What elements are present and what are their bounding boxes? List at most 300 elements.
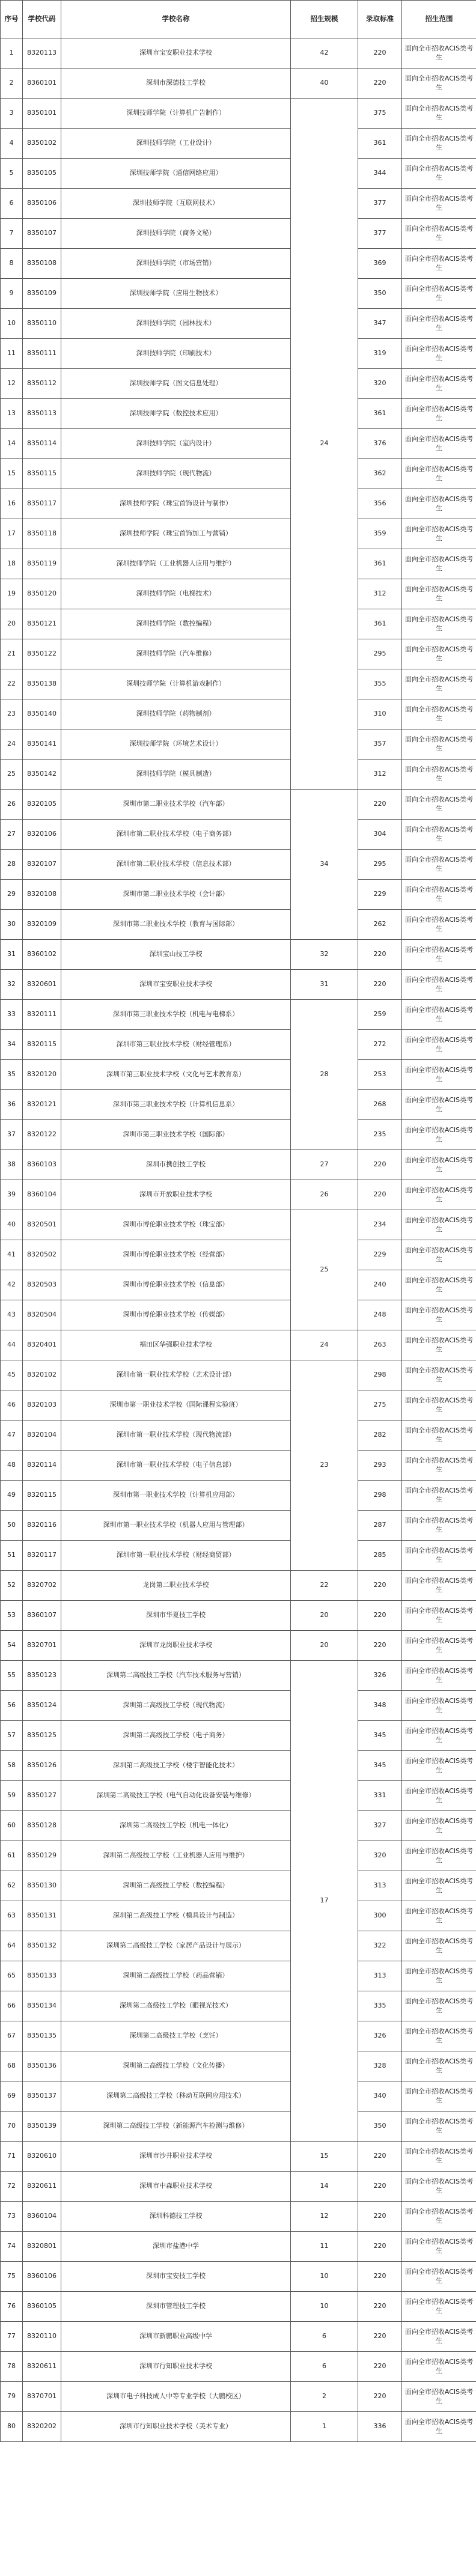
row-seq: 10 [1,309,23,339]
row-code: 8350121 [23,609,61,639]
row-code: 8350120 [23,579,61,609]
row-school-name: 深圳技师学院（室内设计） [61,429,291,459]
row-range: 面向全市招收ACIS类考生 [402,369,476,399]
row-code: 8350102 [23,129,61,159]
row-score: 275 [358,1390,402,1420]
row-seq: 42 [1,1270,23,1300]
row-score: 361 [358,549,402,579]
row-score: 268 [358,1090,402,1120]
table-row [1,459,476,489]
row-code: 8350128 [23,1811,61,1841]
row-school-name: 深圳技师学院（电梯技术） [61,579,291,609]
row-range: 面向全市招收ACIS类考生 [402,69,476,99]
row-range: 面向全市招收ACIS类考生 [402,1240,476,1270]
row-seq: 71 [1,2142,23,2172]
row-plan: 28 [291,1000,358,1150]
row-seq: 55 [1,1661,23,1691]
row-school-name: 深圳第二高级技工学校（电子商务） [61,1721,291,1751]
row-plan: 23 [291,1360,358,1571]
table-row [1,669,476,699]
row-range: 面向全市招收ACIS类考生 [402,2352,476,2382]
row-range: 面向全市招收ACIS类考生 [402,1841,476,1871]
table-row [1,1901,476,1931]
row-school-name: 深圳市中森职业技术学校 [61,2172,291,2202]
row-seq: 33 [1,1000,23,1030]
row-range: 面向全市招收ACIS类考生 [402,669,476,699]
row-score: 293 [358,1451,402,1481]
table-row [1,2142,476,2172]
row-range: 面向全市招收ACIS类考生 [402,1330,476,1360]
table-row [1,1150,476,1180]
row-seq: 37 [1,1120,23,1150]
row-seq: 77 [1,2322,23,2352]
row-code: 8320115 [23,1481,61,1511]
header-score: 录取标准 [358,1,402,38]
row-range: 面向全市招收ACIS类考生 [402,940,476,970]
row-score: 312 [358,760,402,790]
table-body [1,38,476,2442]
row-school-name: 深圳第二高级技工学校（模具设计与制造） [61,1901,291,1931]
row-range: 面向全市招收ACIS类考生 [402,2051,476,2081]
table-row [1,1000,476,1030]
row-code: 8350133 [23,1961,61,1991]
row-school-name: 深圳市博伦职业技术学校（传媒部） [61,1300,291,1330]
row-score: 262 [358,910,402,940]
row-school-name: 深圳第二高级技工学校（现代物流） [61,1691,291,1721]
row-code: 8350126 [23,1751,61,1781]
row-school-name: 深圳技师学院（数控编程） [61,609,291,639]
row-code: 8350139 [23,2112,61,2142]
row-plan: 6 [291,2322,358,2352]
table-row [1,2081,476,2112]
row-plan: 31 [291,970,358,1000]
row-code: 8350131 [23,1901,61,1931]
row-range: 面向全市招收ACIS类考生 [402,1420,476,1451]
table-row [1,2232,476,2262]
row-school-name: 深圳市博伦职业技术学校（经营部） [61,1240,291,1270]
table-row [1,1330,476,1360]
row-plan: 40 [291,69,358,99]
row-school-name: 深圳市新鹏职业高级中学 [61,2322,291,2352]
row-seq: 74 [1,2232,23,2262]
row-score: 377 [358,189,402,219]
row-code: 8360102 [23,940,61,970]
row-seq: 43 [1,1300,23,1330]
table-row [1,38,476,69]
row-score: 235 [358,1120,402,1150]
row-school-name: 深圳技师学院（珠宝首饰加工与营销） [61,519,291,549]
row-range: 面向全市招收ACIS类考生 [402,519,476,549]
row-code: 8350137 [23,2081,61,2112]
row-range: 面向全市招收ACIS类考生 [402,1270,476,1300]
table-row [1,69,476,99]
row-code: 8350125 [23,1721,61,1751]
row-code: 8320801 [23,2232,61,2262]
row-code: 8350136 [23,2051,61,2081]
row-school-name: 深圳技师学院（珠宝首饰设计与制作） [61,489,291,519]
row-school-name: 深圳第二高级技工学校（汽车技术服务与营销） [61,1661,291,1691]
row-school-name: 深圳第二高级技工学校（数控编程） [61,1871,291,1901]
row-score: 355 [358,669,402,699]
row-code: 8350107 [23,219,61,249]
row-seq: 9 [1,279,23,309]
row-range: 面向全市招收ACIS类考生 [402,2232,476,2262]
table-row [1,1210,476,1240]
row-school-name: 深圳市第一职业技术学校（艺术设计部） [61,1360,291,1390]
row-code: 8320504 [23,1300,61,1330]
row-school-name: 深圳市沙井职业技术学校 [61,2142,291,2172]
row-range: 面向全市招收ACIS类考生 [402,2262,476,2292]
row-score: 253 [358,1060,402,1090]
row-score: 375 [358,99,402,129]
row-code: 8360105 [23,2292,61,2322]
row-score: 220 [358,2202,402,2232]
row-score: 319 [358,339,402,369]
row-school-name: 深圳第二高级技工学校（药品营销） [61,1961,291,1991]
row-code: 8320103 [23,1390,61,1420]
row-code: 8320116 [23,1511,61,1541]
row-seq: 60 [1,1811,23,1841]
table-row [1,1420,476,1451]
row-code: 8350111 [23,339,61,369]
row-score: 350 [358,2112,402,2142]
row-code: 8360103 [23,1150,61,1180]
row-code: 8320702 [23,1571,61,1601]
row-code: 8350119 [23,549,61,579]
row-seq: 13 [1,399,23,429]
row-range: 面向全市招收ACIS类考生 [402,1721,476,1751]
row-school-name: 深圳第二高级技工学校（新能源汽车检测与维修） [61,2112,291,2142]
row-seq: 75 [1,2262,23,2292]
row-score: 344 [358,159,402,189]
row-seq: 76 [1,2292,23,2322]
row-code: 8320111 [23,1000,61,1030]
table-row [1,1240,476,1270]
row-score: 220 [358,38,402,69]
table-row [1,699,476,729]
row-score: 336 [358,2412,402,2442]
row-code: 8350129 [23,1841,61,1871]
row-score: 234 [358,1210,402,1240]
row-school-name: 深圳第二高级技工学校（楼宇智能化技术） [61,1751,291,1781]
row-seq: 28 [1,850,23,880]
table-row [1,159,476,189]
row-seq: 38 [1,1150,23,1180]
row-code: 8320113 [23,38,61,69]
row-seq: 3 [1,99,23,129]
row-code: 8350130 [23,1871,61,1901]
row-code: 8320105 [23,790,61,820]
table-row [1,1691,476,1721]
row-seq: 47 [1,1420,23,1451]
row-code: 8320503 [23,1270,61,1300]
table-row [1,249,476,279]
row-seq: 49 [1,1481,23,1511]
row-plan: 20 [291,1631,358,1661]
row-seq: 65 [1,1961,23,1991]
row-seq: 69 [1,2081,23,2112]
table-row [1,1721,476,1751]
row-score: 229 [358,880,402,910]
row-range: 面向全市招收ACIS类考生 [402,880,476,910]
table-row [1,639,476,669]
row-code: 8320121 [23,1090,61,1120]
row-score: 263 [358,1330,402,1360]
row-range: 面向全市招收ACIS类考生 [402,279,476,309]
row-school-name: 深圳技师学院（数控技术应用） [61,399,291,429]
row-code: 8320114 [23,1451,61,1481]
row-score: 220 [358,2382,402,2412]
row-range: 面向全市招收ACIS类考生 [402,1901,476,1931]
table-row [1,1811,476,1841]
row-score: 345 [358,1721,402,1751]
table-row [1,1180,476,1210]
row-range: 面向全市招收ACIS类考生 [402,219,476,249]
row-code: 8350132 [23,1931,61,1961]
row-code: 8350122 [23,639,61,669]
table-row [1,1060,476,1090]
row-school-name: 深圳第二高级技工学校（文化传播） [61,2051,291,2081]
row-school-name: 深圳第二高级技工学校（移动互联网应用技术） [61,2081,291,2112]
row-range: 面向全市招收ACIS类考生 [402,1811,476,1841]
row-plan: 24 [291,99,358,790]
row-seq: 73 [1,2202,23,2232]
row-score: 361 [358,609,402,639]
table-row [1,1090,476,1120]
header-name: 学校名称 [61,1,291,38]
row-range: 面向全市招收ACIS类考生 [402,1961,476,1991]
row-seq: 45 [1,1360,23,1390]
row-school-name: 深圳市开放职业技术学校 [61,1180,291,1210]
row-range: 面向全市招收ACIS类考生 [402,1180,476,1210]
table-row [1,2112,476,2142]
row-code: 8350138 [23,669,61,699]
row-code: 8360104 [23,1180,61,1210]
row-range: 面向全市招收ACIS类考生 [402,159,476,189]
row-school-name: 深圳第二高级技工学校（眼视光技术） [61,1991,291,2021]
row-range: 面向全市招收ACIS类考生 [402,2322,476,2352]
row-score: 377 [358,219,402,249]
row-school-name: 深圳市宝安技工学校 [61,2262,291,2292]
row-seq: 31 [1,940,23,970]
row-seq: 30 [1,910,23,940]
row-school-name: 深圳市宝安职业技术学校 [61,38,291,69]
row-range: 面向全市招收ACIS类考生 [402,1150,476,1180]
row-plan: 15 [291,2142,358,2172]
row-seq: 4 [1,129,23,159]
row-school-name: 深圳宝山技工学校 [61,940,291,970]
row-plan: 34 [291,790,358,940]
row-range: 面向全市招收ACIS类考生 [402,850,476,880]
row-range: 面向全市招收ACIS类考生 [402,2292,476,2322]
row-range: 面向全市招收ACIS类考生 [402,2202,476,2232]
row-range: 面向全市招收ACIS类考生 [402,99,476,129]
row-score: 229 [358,1240,402,1270]
row-school-name: 深圳市深德技工学校 [61,69,291,99]
row-seq: 48 [1,1451,23,1481]
table-row [1,1390,476,1420]
row-score: 310 [358,699,402,729]
row-seq: 44 [1,1330,23,1360]
row-code: 8320115 [23,1030,61,1060]
row-range: 面向全市招收ACIS类考生 [402,249,476,279]
row-seq: 80 [1,2412,23,2442]
row-score: 220 [358,1631,402,1661]
row-score: 313 [358,1961,402,1991]
row-range: 面向全市招收ACIS类考生 [402,609,476,639]
row-seq: 61 [1,1841,23,1871]
row-school-name: 深圳技师学院（园林技术） [61,309,291,339]
table-row [1,279,476,309]
row-range: 面向全市招收ACIS类考生 [402,2142,476,2172]
row-range: 面向全市招收ACIS类考生 [402,1060,476,1090]
row-range: 面向全市招收ACIS类考生 [402,129,476,159]
row-score: 220 [358,69,402,99]
row-code: 8360104 [23,2202,61,2232]
row-school-name: 深圳第二高级技工学校（烹饪） [61,2021,291,2051]
row-school-name: 深圳技师学院（工业机器人应用与维护） [61,549,291,579]
row-score: 359 [358,519,402,549]
row-plan: 6 [291,2352,358,2382]
row-seq: 39 [1,1180,23,1210]
row-score: 295 [358,639,402,669]
row-school-name: 深圳市第二职业技术学校（会计部） [61,880,291,910]
table-header-row [1,1,476,38]
row-school-name: 深圳市第一职业技术学校（电子信息部） [61,1451,291,1481]
row-school-name: 深圳第二高级技工学校（家居产品设计与展示） [61,1931,291,1961]
row-seq: 40 [1,1210,23,1240]
row-seq: 5 [1,159,23,189]
row-seq: 67 [1,2021,23,2051]
table-row [1,399,476,429]
table-row [1,1571,476,1601]
row-school-name: 深圳技师学院（模具制造） [61,760,291,790]
header-seq: 序号 [1,1,23,38]
row-score: 357 [358,729,402,760]
row-school-name: 深圳市第二职业技术学校（信息技术部） [61,850,291,880]
row-school-name: 深圳市第三职业技术学校（财经管理系） [61,1030,291,1060]
row-school-name: 深圳科德技工学校 [61,2202,291,2232]
row-range: 面向全市招收ACIS类考生 [402,309,476,339]
row-code: 8320611 [23,2352,61,2382]
table-row [1,970,476,1000]
table-row [1,1360,476,1390]
row-score: 240 [358,1270,402,1300]
row-score: 295 [358,850,402,880]
row-school-name: 深圳市管理技工学校 [61,2292,291,2322]
row-score: 361 [358,129,402,159]
row-score: 326 [358,2021,402,2051]
row-score: 313 [358,1871,402,1901]
row-range: 面向全市招收ACIS类考生 [402,1360,476,1390]
row-code: 8350142 [23,760,61,790]
table-row [1,1030,476,1060]
row-school-name: 福田区华强职业技术学校 [61,1330,291,1360]
row-range: 面向全市招收ACIS类考生 [402,970,476,1000]
row-seq: 2 [1,69,23,99]
row-seq: 23 [1,699,23,729]
row-school-name: 深圳技师学院（环境艺术设计） [61,729,291,760]
table-row [1,549,476,579]
row-score: 220 [358,790,402,820]
row-code: 8350124 [23,1691,61,1721]
row-seq: 79 [1,2382,23,2412]
row-code: 8350135 [23,2021,61,2051]
row-school-name: 深圳市第二职业技术学校（教育与国际部） [61,910,291,940]
row-range: 面向全市招收ACIS类考生 [402,459,476,489]
row-range: 面向全市招收ACIS类考生 [402,1601,476,1631]
row-school-name: 深圳技师学院（通信网络应用） [61,159,291,189]
row-seq: 56 [1,1691,23,1721]
row-code: 8320117 [23,1541,61,1571]
row-code: 8320106 [23,820,61,850]
row-score: 331 [358,1781,402,1811]
row-score: 220 [358,2232,402,2262]
row-code: 8350110 [23,309,61,339]
row-range: 面向全市招收ACIS类考生 [402,910,476,940]
row-code: 8320122 [23,1120,61,1150]
table-row [1,1871,476,1901]
row-score: 272 [358,1030,402,1060]
row-range: 面向全市招收ACIS类考生 [402,1481,476,1511]
row-code: 8360101 [23,69,61,99]
table-row [1,1481,476,1511]
table-row [1,880,476,910]
row-seq: 63 [1,1901,23,1931]
row-code: 8320601 [23,970,61,1000]
row-range: 面向全市招收ACIS类考生 [402,760,476,790]
row-school-name: 深圳技师学院（计算机广告制作） [61,99,291,129]
table-row [1,1631,476,1661]
table-row [1,2021,476,2051]
row-plan: 22 [291,1571,358,1601]
row-range: 面向全市招收ACIS类考生 [402,2382,476,2412]
row-seq: 29 [1,880,23,910]
row-school-name: 深圳技师学院（药物制剂） [61,699,291,729]
row-score: 362 [358,459,402,489]
row-range: 面向全市招收ACIS类考生 [402,2021,476,2051]
row-score: 300 [358,1901,402,1931]
row-range: 面向全市招收ACIS类考生 [402,729,476,760]
row-seq: 72 [1,2172,23,2202]
table-row [1,369,476,399]
row-range: 面向全市招收ACIS类考生 [402,399,476,429]
row-score: 285 [358,1541,402,1571]
row-range: 面向全市招收ACIS类考生 [402,579,476,609]
row-range: 面向全市招收ACIS类考生 [402,699,476,729]
row-score: 361 [358,399,402,429]
table-row [1,1841,476,1871]
table-row [1,309,476,339]
row-code: 8320202 [23,2412,61,2442]
row-seq: 32 [1,970,23,1000]
row-school-name: 深圳技师学院（印刷技术） [61,339,291,369]
row-seq: 78 [1,2352,23,2382]
row-range: 面向全市招收ACIS类考生 [402,38,476,69]
row-code: 8320502 [23,1240,61,1270]
row-range: 面向全市招收ACIS类考生 [402,429,476,459]
row-code: 8320401 [23,1330,61,1360]
row-code: 8350117 [23,489,61,519]
table-row [1,99,476,129]
row-score: 356 [358,489,402,519]
row-range: 面向全市招收ACIS类考生 [402,1541,476,1571]
row-score: 298 [358,1360,402,1390]
table-row [1,189,476,219]
header-code: 学校代码 [23,1,61,38]
row-score: 348 [358,1691,402,1721]
row-score: 304 [358,820,402,850]
